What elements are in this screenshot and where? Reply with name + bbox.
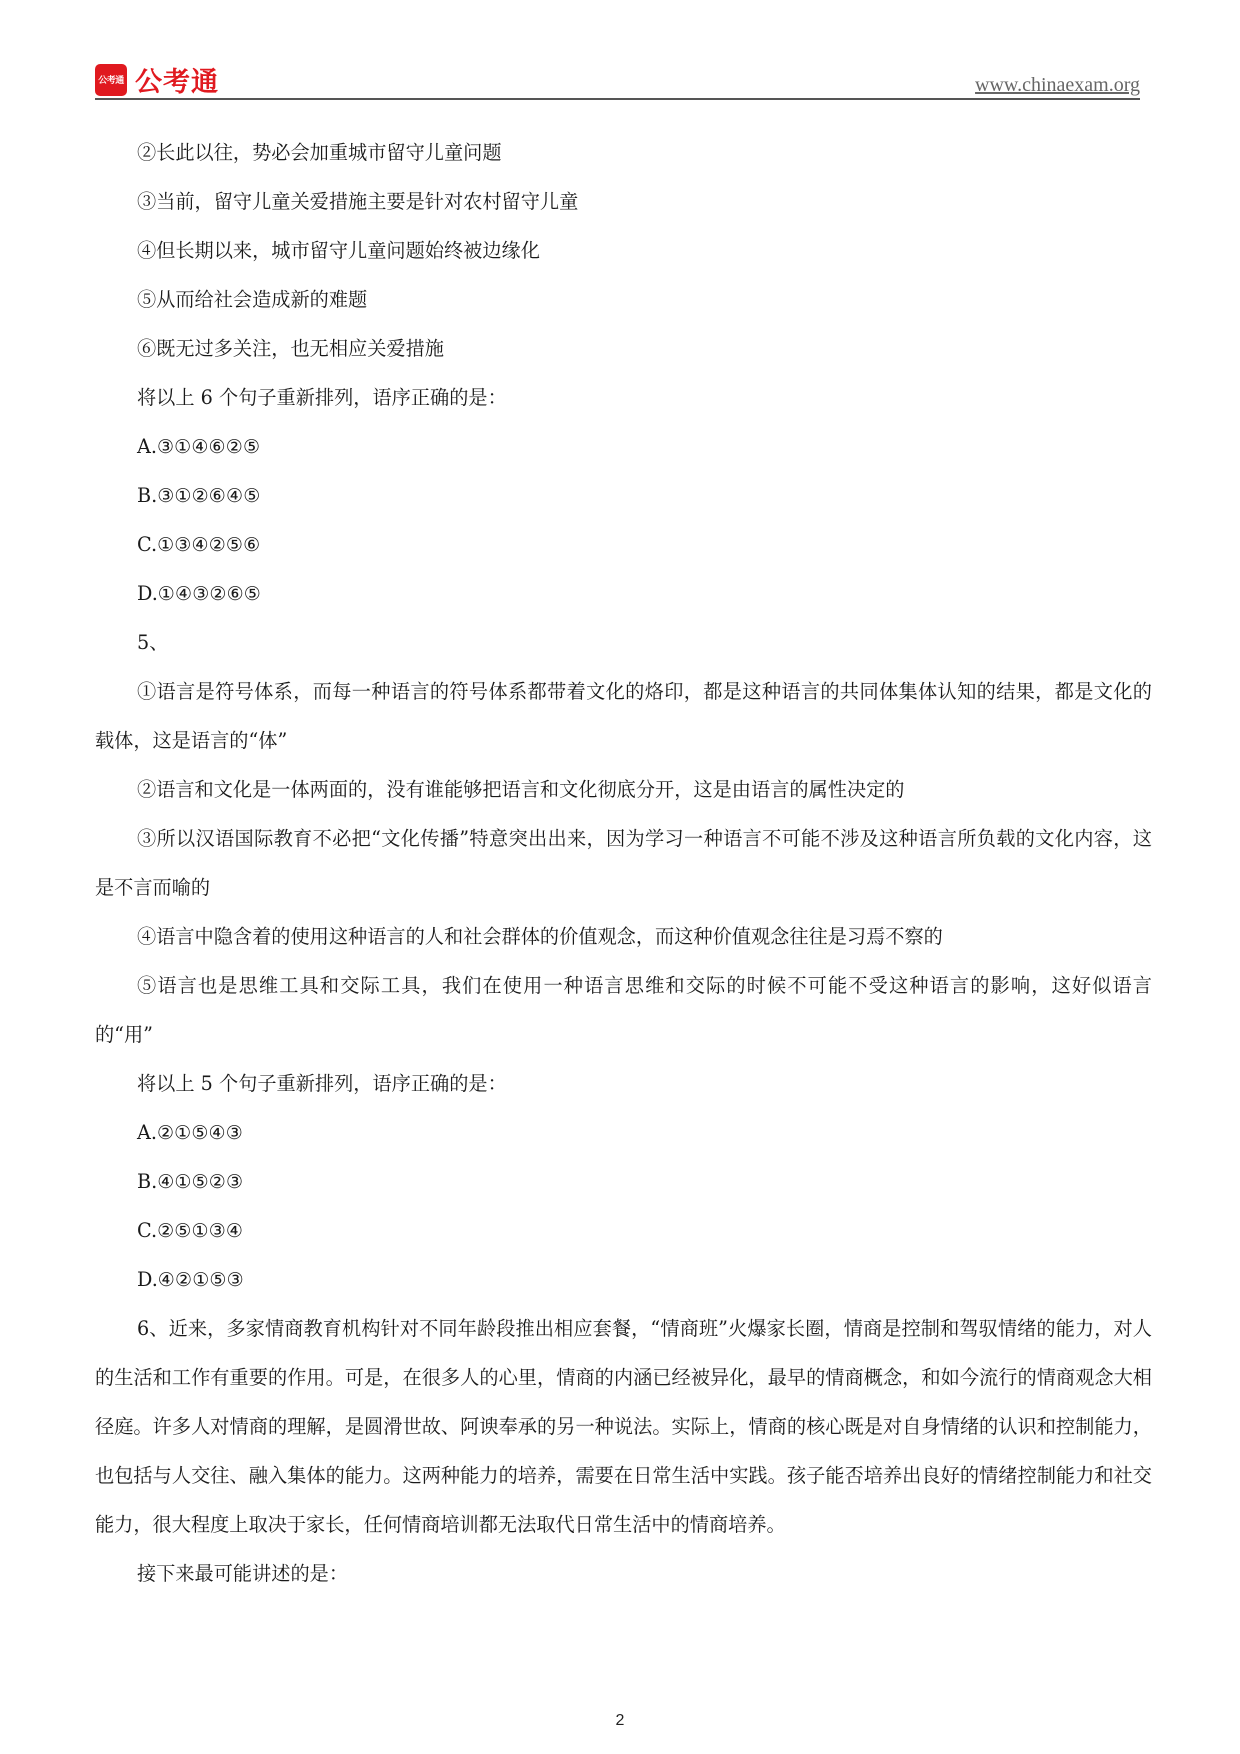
- question-4-option-c: C.①③④②⑤⑥: [137, 533, 261, 556]
- sentence-3: ③当前，留守儿童关爱措施主要是针对农村留守儿童: [137, 190, 579, 213]
- page-number: 2: [615, 1712, 625, 1729]
- question-4-option-d: D.①④③②⑥⑤: [137, 582, 262, 605]
- question-5-sentence-3: ③所以汉语国际教育不必把“文化传播”特意突出出来，因为学习一种语言不可能不涉及这种语言所负载的文化内容，这是不言而喻的: [95, 827, 1152, 899]
- question-4-option-b: B.③①②⑥④⑤: [137, 484, 261, 507]
- page-header: [95, 52, 1140, 100]
- question-5-prompt: 将以上 5 个句子重新排列，语序正确的是：: [137, 1072, 507, 1095]
- logo-text: 公考通: [135, 67, 219, 98]
- question-5-sentence-2: ②语言和文化是一体两面的，没有谁能够把语言和文化彻底分开，这是由语言的属性决定的: [137, 778, 905, 801]
- question-5-option-c: C.②⑤①③④: [137, 1219, 244, 1242]
- question-5-option-d: D.④②①⑤③: [137, 1268, 244, 1291]
- question-5-option-a: A.②①⑤④③: [137, 1121, 243, 1144]
- question-4-prompt: 将以上 6 个句子重新排列，语序正确的是：: [137, 386, 507, 409]
- question-5-number: 5、: [137, 631, 169, 654]
- site-url-link[interactable]: www.chinaexam.org: [975, 74, 1140, 96]
- sentence-5: ⑤从而给社会造成新的难题: [137, 288, 368, 311]
- sentence-2: ②长此以往，势必会加重城市留守儿童问题: [137, 141, 502, 164]
- logo-badge-icon: 公考通: [95, 64, 127, 96]
- document-body: [95, 128, 1152, 1598]
- question-5-sentence-4: ④语言中隐含着的使用这种语言的人和社会群体的价值观念，而这种价值观念往往是习焉不察的: [137, 925, 943, 948]
- sentence-4: ④但长期以来，城市留守儿童问题始终被边缘化: [137, 239, 540, 262]
- sentence-6: ⑥既无过多关注，也无相应关爱措施: [137, 337, 444, 360]
- question-6-prompt: 接下来最可能讲述的是：: [137, 1562, 349, 1585]
- brand-logo[interactable]: [95, 60, 219, 99]
- question-5-sentence-5: ⑤语言也是思维工具和交际工具，我们在使用一种语言思维和交际的时候不可能不受这种语言的影响，这好似语言的“用”: [95, 974, 1152, 1046]
- question-4-option-a: A.③①④⑥②⑤: [137, 435, 261, 458]
- question-6-passage: 6、近来，多家情商教育机构针对不同年龄段推出相应套餐，“情商班”火爆家长圈，情商是控制和驾驭情绪的能力，对人的生活和工作有重要的作用。可是，在很多人的心里，情商的内涵已经被异化，最早的情商概念，和如今流行的情商观念大相径庭。许多人对情商的理解，是圆滑世故、阿谀奉承的另一种说法。实际上，情商的核心既是对自身情绪的认识和控制能力，也包括与人交往、融入集体的能力。这两种能力的培养，需要在日常生活中实践。孩子能否培养出良好的情绪控制能力和社交能力，很大程度上取决于家长，任何情商培训都无法取代日常生活中的情商培养。: [95, 1317, 1152, 1536]
- question-5-option-b: B.④①⑤②③: [137, 1170, 244, 1193]
- question-5-sentence-1: ①语言是符号体系，而每一种语言的符号体系都带着文化的烙印，都是这种语言的共同体集体认知的结果，都是文化的载体，这是语言的“体”: [95, 680, 1152, 752]
